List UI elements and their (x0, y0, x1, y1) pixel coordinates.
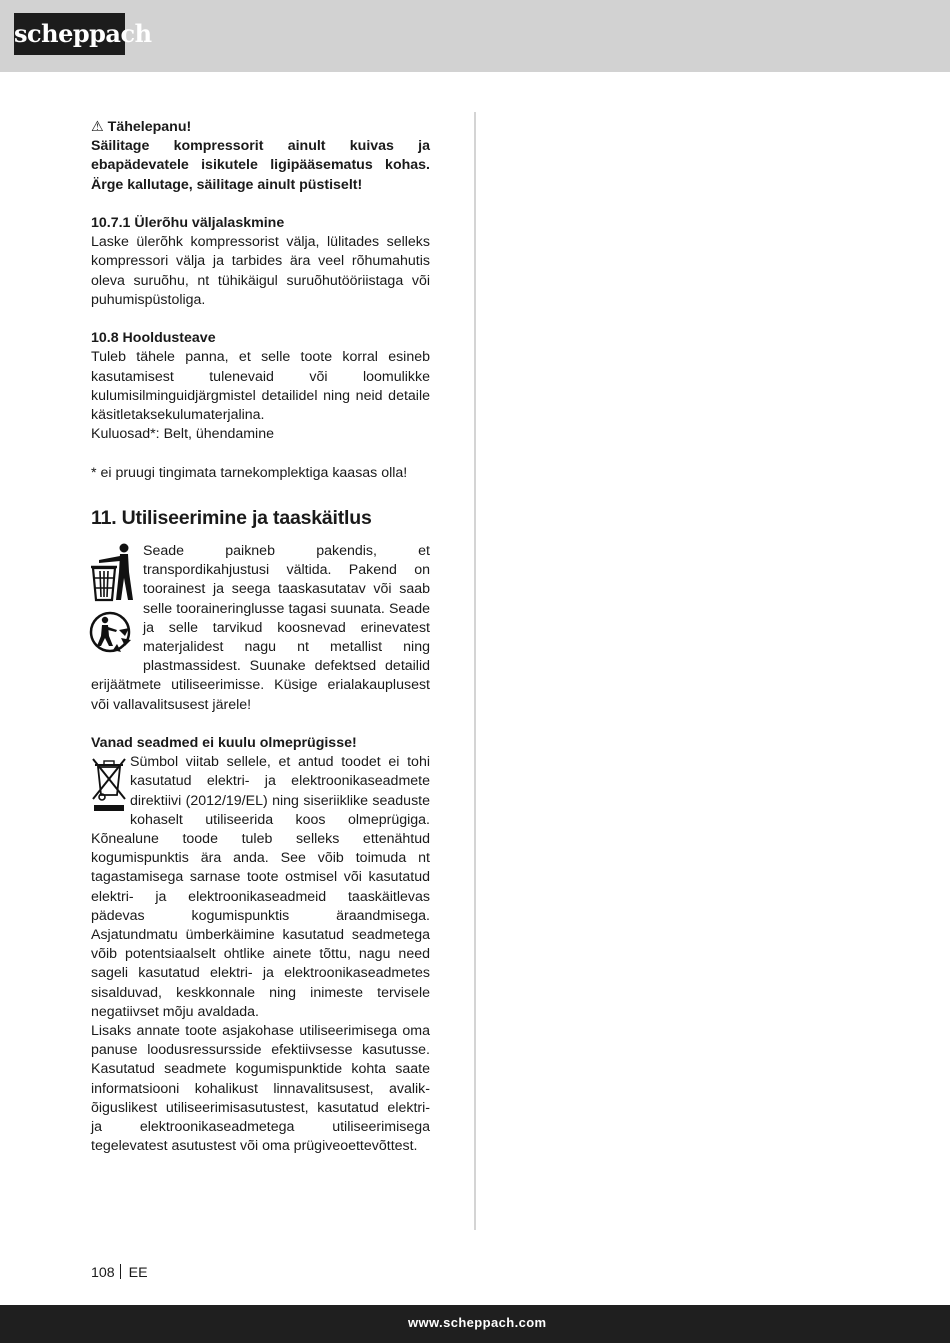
crossed-out-wheelie-bin-icon (90, 755, 128, 815)
footer-separator (120, 1264, 121, 1279)
page-number-block (91, 1264, 148, 1282)
section-11-heading: 11. Utiliseerimine ja taaskäitlus (91, 507, 372, 529)
footer-bar (0, 1305, 950, 1343)
section-10-7-1-text: Laske ülerõhk kompressorist välja, lülitades selleks kompressori välja ja tarbides ära veel rõhumahutis oleva suruõhu, nt tühikäigul suruõhutööriistaga või puhumispüstoliga. (91, 234, 430, 308)
weee-title: Vanad seadmed ei kuulu olmeprügisse! (91, 735, 357, 752)
page-header (0, 0, 950, 72)
section-11-text: Seade paikneb pakendis, et transpordikahjustusi vältida. Pakend on toorainest ja seega taaskasutatav või saab selle tooraineringlusse tagasi suunata. Seade ja selle tarvikud koosnevad erinevatest materjalidest nagu nt metallist ning plastmassidest. Suunake defektsed detailid erijäätmete utiliseerimisse. Küsige erialakauplusest või vallavalitsusest järele! (91, 543, 430, 713)
section-10-8-title: 10.8 Hooldusteave (91, 330, 216, 347)
section-10-8-parts: Kuluosad*: Belt, ühendamine (91, 426, 274, 443)
trash-bin-person-icon (89, 542, 139, 604)
warning-text: Säilitage kompressorit ainult kuivas ja ebapädevatele isikutele ligipääsematus kohas. Ärge kallutage, säilitage ainult püstiselt! (91, 138, 430, 193)
section-10-8-text: Tuleb tähele panna, et selle toote korral esineb kasutamisest tulenevaid või loomulikke kulumisilminguidjärgmistel detailidel ning neid detaile käsitletaksekulumaterjalina. (91, 349, 430, 424)
website-link[interactable]: www.scheppach.com (408, 1315, 547, 1330)
weee-text-2: Lisaks annate toote asjakohase utiliseerimisega oma panuse loodusressursside efektiivsesse kasutusse. Kasutatud seadmete kogumispunktide kohta saate informatsiooni kohalikust linnavalitsusest, avalik-õiguslikest utiliseerimisasutustest, kasutatud elektri- ja elektroonikaseadmetega utiliseerimisega tegelevatest asutustest või oma prügiveoettevõttest. (91, 1023, 430, 1155)
recycling-person-icon (89, 608, 137, 656)
warning-title: ⚠ Tähelepanu! (91, 119, 192, 135)
text-column (91, 118, 430, 1156)
section-10-7-1-title: 10.7.1 Ülerõhu väljalaskmine (91, 215, 285, 231)
language-code: EE (128, 1265, 148, 1281)
section-10-8-note: * ei pruugi tingimata tarnekomplektiga kaasas olla! (91, 464, 408, 481)
page-number: 108 (91, 1265, 115, 1281)
brand-logo: scheppach (14, 13, 125, 55)
weee-text: Sümbol viitab sellele, et antud toodet ei tohi kasutatud elektri- ja elektroonikaseadmete direktiivi (2012/19/EL) ning siseriiklike seaduste kohaselt utiliseerida koos olmeprügiga. Kõnealune toode tuleb selleks ettenähtud kogumispunktis ära anda. See võib toimuda nt tagastamisega sarnase toote ostmisel või kasutatud elektri- ja elektroonikaseadmeid taaskäitlevas pädevas kogumispunktis äraandmisega. Asjatundmatu ümberkäimine kasutatud seadmetega võib potentsiaalselt ohtlike ainete tõttu, nagu need sageli kasutatud elektri- ja elektroonikaseadmetes sisalduvad, keskkonnale ning inimeste tervisele negatiivset mõju avaldada. (91, 754, 430, 1020)
column-divider (474, 112, 476, 1230)
